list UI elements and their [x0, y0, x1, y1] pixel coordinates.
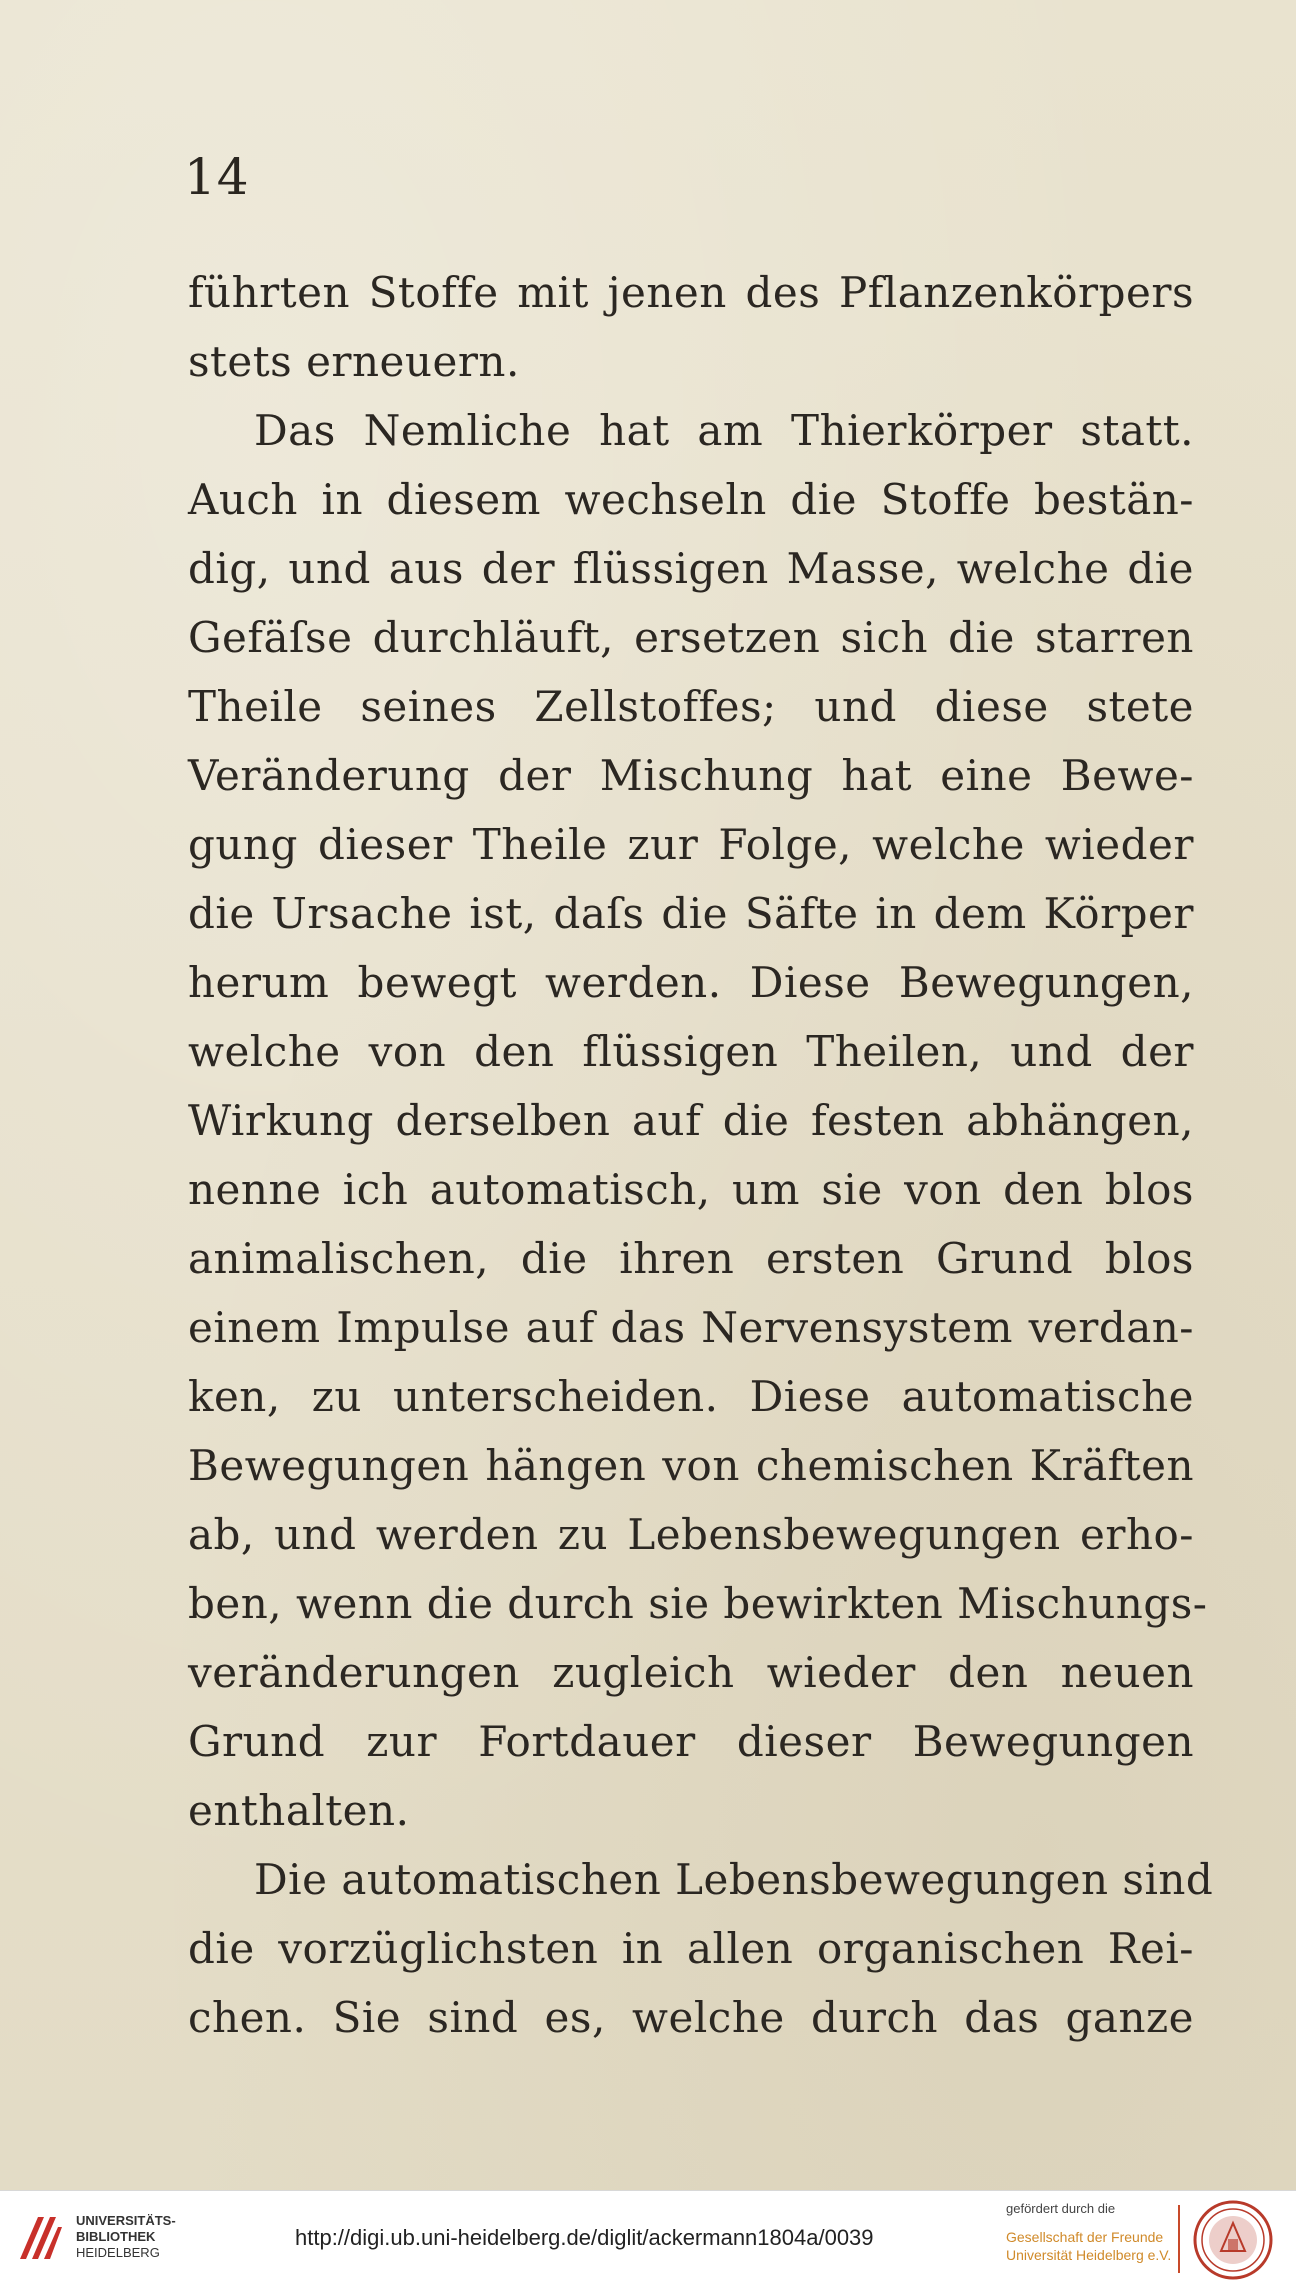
text-line: Auch in diesem wechseln die Stoffe bestän- [188, 475, 1194, 524]
text-line: führten Stoffe mit jenen des Pflanzenkörpers [188, 268, 1194, 317]
text-line: stets erneuern. [188, 337, 520, 386]
text-line: Wirkung derselben auf die festen abhängen, [188, 1096, 1194, 1145]
text-line: animalischen, die ihren ersten Grund blos [188, 1234, 1194, 1283]
text-line: Die automatischen Lebensbewegungen sind [254, 1855, 1214, 1904]
text-line: welche von den flüssigen Theilen, und der [188, 1027, 1194, 1076]
text-line: einem Impulse auf das Nervensystem verdan- [188, 1303, 1194, 1352]
text-line: ben, wenn die durch sie bewirkten Mischungs- [188, 1579, 1208, 1628]
ub-logo-icon [14, 2209, 68, 2269]
page-number: 14 [184, 148, 250, 206]
text-line: ab, und werden zu Lebensbewegungen erho- [188, 1510, 1194, 1559]
page-text [188, 258, 1214, 2052]
text-line: Theile seines Zellstoffes; und diese stete [188, 682, 1194, 731]
text-line: dig, und aus der flüssigen Masse, welche die [188, 544, 1194, 593]
library-name [76, 2213, 176, 2261]
permalink-url[interactable]: http://digi.ub.uni-heidelberg.de/diglit/ackermann1804a/0039 [295, 2225, 874, 2250]
text-line: herum bewegt werden. Diese Bewegungen, [188, 958, 1194, 1007]
text-line: nenne ich automatisch, um sie von den blos [188, 1165, 1194, 1214]
text-line: die Ursache ist, daſs die Säfte in dem Körper [188, 889, 1194, 938]
sponsor-name-line: Gesellschaft der Freunde [1006, 2229, 1164, 2245]
library-name-line: HEIDELBERG [76, 2245, 160, 2260]
sponsor-name-line: Universität Heidelberg e.V. [1006, 2247, 1172, 2263]
library-name-line: UNIVERSITÄTS- [76, 2213, 176, 2228]
text-line: Veränderung der Mischung hat eine Bewe- [188, 751, 1194, 800]
text-line: Bewegungen hängen von chemischen Kräften [188, 1441, 1194, 1490]
text-line: chen. Sie sind es, welche durch das ganze [188, 1993, 1194, 2042]
text-line: ken, zu unterscheiden. Diese automatische [188, 1372, 1194, 1421]
footer-divider [1178, 2205, 1180, 2273]
sponsor-block [1006, 2201, 1186, 2264]
university-seal-icon [1192, 2199, 1274, 2281]
library-name-line: BIBLIOTHEK [76, 2229, 156, 2244]
sponsor-label: gefördert durch die [1006, 2201, 1116, 2216]
text-line: Gefäſse durchläuft, ersetzen sich die starren [188, 613, 1194, 662]
digitization-footer [0, 2190, 1296, 2287]
text-line: enthalten. [188, 1786, 410, 1835]
text-line: die vorzüglichsten in allen organischen Rei- [188, 1924, 1194, 1973]
text-line: Das Nemliche hat am Thierkörper statt. [254, 406, 1194, 455]
text-line: gung dieser Theile zur Folge, welche wieder [188, 820, 1194, 869]
text-line: Grund zur Fortdauer dieser Bewegungen [188, 1717, 1194, 1766]
text-line: veränderungen zugleich wieder den neuen [188, 1648, 1194, 1697]
